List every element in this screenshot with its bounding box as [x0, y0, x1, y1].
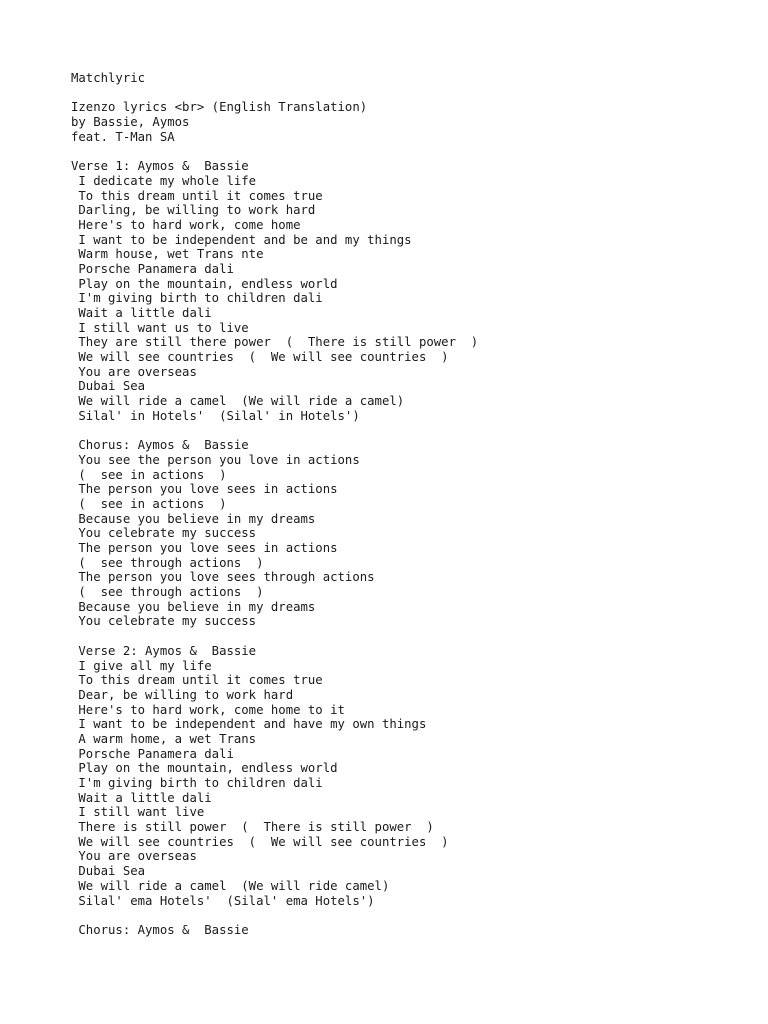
featuring-line: feat. T-Man SA	[71, 129, 175, 144]
lyric-line: A warm home, a wet Trans	[71, 731, 257, 746]
lyric-line: You see the person you love in actions	[71, 452, 360, 467]
lyric-line: I still want us to live	[71, 320, 249, 335]
song-title: Izenzo lyrics <br> (English Translation)	[71, 100, 368, 115]
lyric-line: Wait a little dali	[71, 306, 212, 320]
lyric-line: We will see countries ( We will see countries )	[71, 350, 449, 365]
site-name: Matchlyric	[71, 71, 146, 85]
spacer	[71, 86, 751, 101]
lyric-line: Play on the mountain, endless world	[71, 276, 338, 291]
lyric-line: Dear, be willing to work hard	[71, 687, 294, 702]
lyric-line: There is still power ( There is still power )	[71, 820, 434, 835]
spacer	[71, 144, 751, 159]
lyric-line: ( see through actions )	[71, 555, 264, 570]
lyric-line: I want to be independent and be and my things	[71, 232, 412, 247]
lyric-line: You are overseas	[71, 849, 197, 864]
lyric-line: I dedicate my whole life	[71, 173, 257, 188]
lyric-line: I want to be independent and have my own things	[71, 717, 427, 732]
lyric-line: ( see through actions )	[71, 585, 264, 600]
lyrics-sections	[71, 144, 751, 937]
lyric-line: You celebrate my success	[71, 614, 257, 629]
lyric-line: You are overseas	[71, 364, 197, 379]
lyric-line: I still want live	[71, 805, 205, 820]
section-heading: Verse 2: Aymos & Bassie	[71, 643, 257, 658]
section-heading: Chorus: Aymos & Bassie	[71, 438, 249, 453]
section-heading: Chorus: Aymos & Bassie	[71, 922, 249, 937]
lyric-line: To this dream until it comes true	[71, 673, 323, 688]
lyric-line: The person you love sees in actions	[71, 482, 338, 497]
lyric-line: I'm giving birth to children dali	[71, 291, 323, 306]
lyric-line: We will see countries ( We will see countries )	[71, 834, 449, 849]
lyric-line: The person you love sees through actions	[71, 570, 375, 585]
lyric-line: Play on the mountain, endless world	[71, 761, 338, 776]
spacer	[71, 908, 751, 923]
lyric-line: Because you believe in my dreams	[71, 599, 316, 614]
lyric-line: Warm house, wet Trans nte	[71, 247, 264, 262]
lyrics-document	[71, 71, 751, 938]
lyric-line: Here's to hard work, come home to it	[71, 702, 345, 717]
spacer	[71, 424, 751, 439]
lyric-line: Porsche Panamera dali	[71, 261, 234, 276]
lyric-line: ( see in actions )	[71, 467, 227, 482]
lyric-line: Silal' ema Hotels' (Silal' ema Hotels')	[71, 893, 375, 908]
spacer	[71, 629, 751, 644]
lyric-line: I give all my life	[71, 658, 212, 673]
lyric-line: Here's to hard work, come home	[71, 217, 301, 232]
lyric-line: I'm giving birth to children dali	[71, 776, 323, 790]
lyric-line: Porsche Panamera dali	[71, 746, 234, 761]
lyric-line: Wait a little dali	[71, 790, 212, 805]
lyric-line: Darling, be willing to work hard	[71, 203, 316, 218]
lyric-line: Dubai Sea	[71, 864, 146, 879]
lyric-line: ( see in actions )	[71, 496, 227, 511]
lyric-line: Dubai Sea	[71, 379, 146, 394]
artist-byline: by Bassie, Aymos	[71, 115, 190, 130]
lyric-line: We will ride a camel (We will ride camel)	[71, 878, 390, 893]
lyric-line: They are still there power ( There is still power )	[71, 335, 479, 350]
lyric-line: The person you love sees in actions	[71, 541, 338, 555]
lyric-line: To this dream until it comes true	[71, 188, 323, 203]
lyric-line: Silal' in Hotels' (Silal' in Hotels')	[71, 408, 360, 423]
lyric-line: Because you believe in my dreams	[71, 511, 316, 526]
lyric-line: You celebrate my success	[71, 526, 257, 541]
lyric-line: We will ride a camel (We will ride a camel)	[71, 394, 405, 409]
section-heading: Verse 1: Aymos & Bassie	[71, 159, 249, 174]
